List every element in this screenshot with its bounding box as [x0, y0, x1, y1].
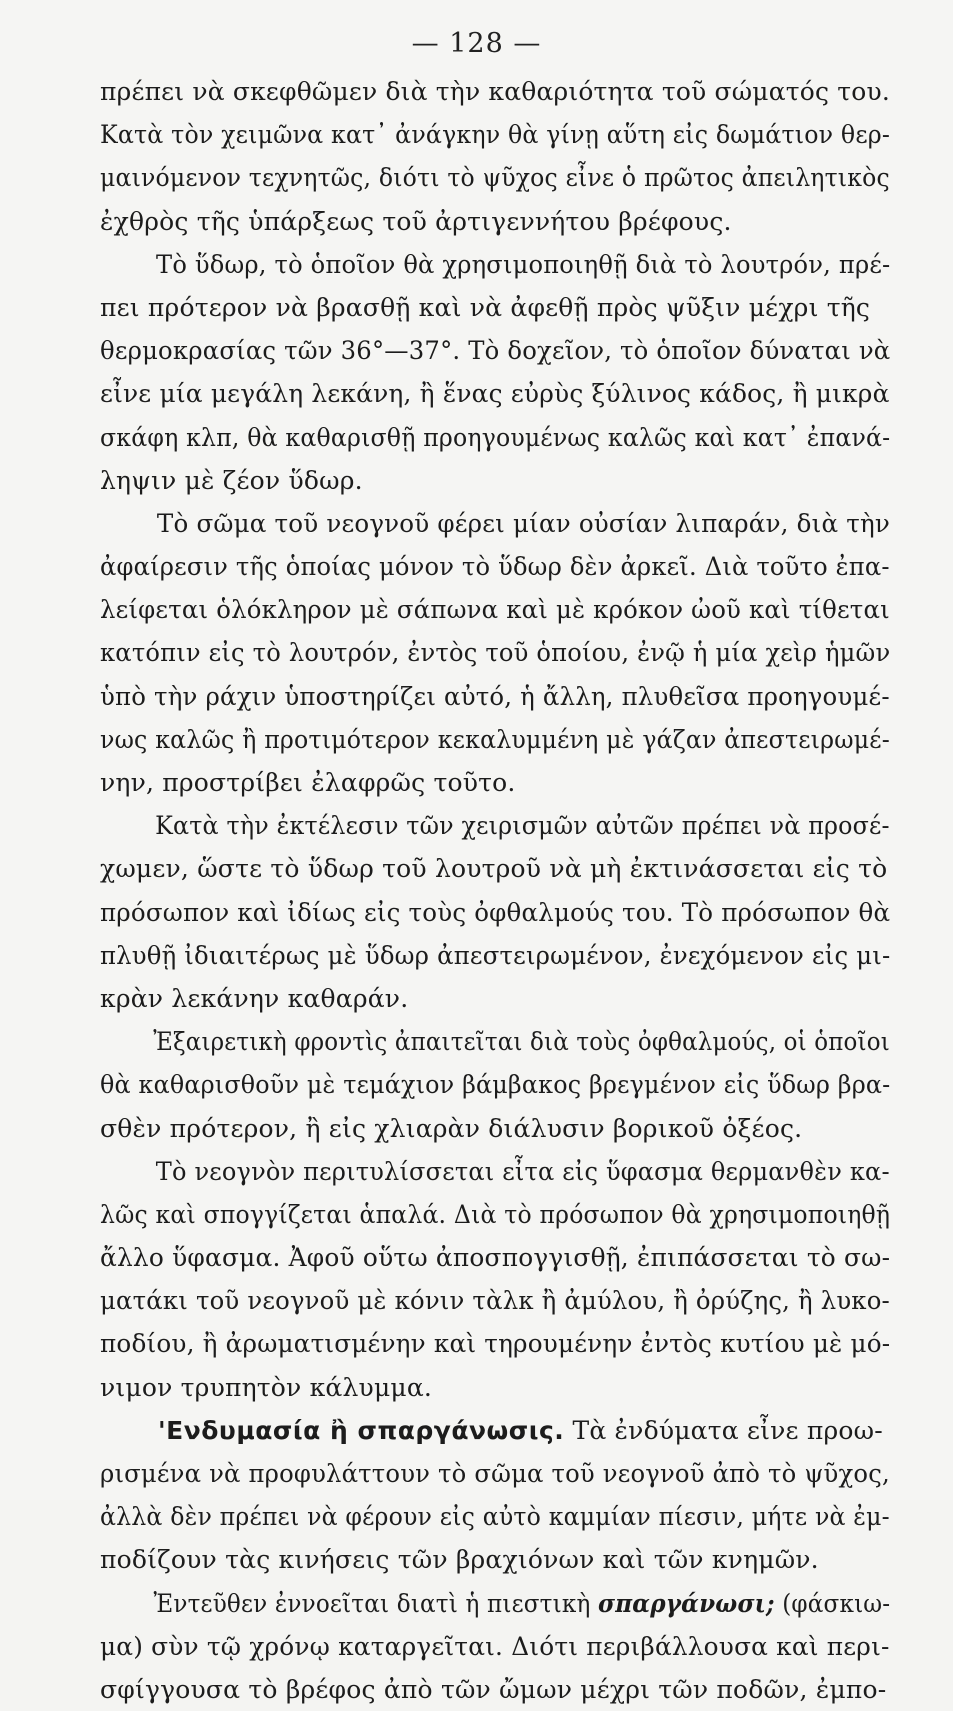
text-line: ποδίζουν τὰς κινήσεις τῶν βραχιόνων καὶ τῶν κνημῶν. — [100, 1545, 819, 1575]
text-line: θερμοκρασίας τῶν 36°—37°. Τὸ δοχεῖον, τὸ ὁποῖον δύναται νὰ — [100, 336, 891, 366]
emphasis-word: σπαργάνωσι; — [598, 1588, 775, 1618]
text-line: ματάκι τοῦ νεογνοῦ μὲ κόνιν τὰλκ ἢ ἀμύλου, ἢ ὀρύζης, ἢ λυκο- — [100, 1286, 890, 1316]
text-line: κρὰν λεκάνην καθαράν. — [100, 983, 409, 1013]
text-run: Ἐντεῦθεν ἐννοεῖται διατὶ ἡ πιεστικὴ — [153, 1588, 591, 1618]
text-line: Τὸ ὕδωρ, τὸ ὁποῖον θὰ χρησιμοποιηθῇ διὰ τὸ λουτρόν, πρέ- — [156, 249, 891, 279]
text-line: ἐχθρὸς τῆς ὑπάρξεως τοῦ ἀρτιγεννήτου βρέφους. — [100, 206, 732, 236]
text-line: εἶνε μία μεγάλη λεκάνη, ἢ ἕνας εὐρὺς ξύλινος κάδος, ἢ μικρὰ — [100, 379, 890, 409]
text-line: πρέπει νὰ σκεφθῶμεν διὰ τὴν καθαριότητα τοῦ σώματός του. — [100, 77, 890, 106]
section-heading: 'Ενδυμασία ἢ σπαργάνωσις. — [158, 1415, 565, 1445]
text-line: πει πρότερον νὰ βρασθῇ καὶ νὰ ἀφεθῇ πρὸς ψῦξιν μέχρι τῆς — [100, 292, 871, 322]
text-line: Τὸ σῶμα τοῦ νεογνοῦ φέρει μίαν οὐσίαν λιπαράν, διὰ τὴν — [156, 508, 890, 538]
text-line: ρισμένα νὰ προφυλάττουν τὸ σῶμα τοῦ νεογνοῦ ἀπὸ τὸ ψῦχος, — [100, 1459, 890, 1488]
section-heading-line — [100, 1409, 890, 1452]
text-line: Κατὰ τὸν χειμῶνα κατ᾽ ἀνάγκην θὰ γίνῃ αὕτη εἰς δωμάτιον θερ- — [100, 120, 891, 150]
page-number: — 128 — — [411, 28, 542, 59]
text-line: σφίγγουσα τὸ βρέφος ἀπὸ τῶν ὤμων μέχρι τῶν ποδῶν, ἐμπο- — [100, 1674, 887, 1704]
text-line: μα) σὺν τῷ χρόνῳ καταργεῖται. Διότι περιβάλλουσα καὶ περι- — [100, 1631, 890, 1661]
text-line: νως καλῶς ἢ προτιμότερον κεκαλυμμένη μὲ γάζαν ἀπεστειρωμέ- — [100, 724, 890, 754]
text-line: πρόσωπον καὶ ἰδίως εἰς τοὺς ὀφθαλμούς του. Τὸ πρόσωπον θὰ — [100, 897, 891, 927]
text-line: ὑπὸ τὴν ράχιν ὑποστηρίζει αὐτό, ἡ ἄλλη, πλυθεῖσα προηγουμέ- — [100, 681, 890, 711]
text-line: σκάφη κλπ, θὰ καθαρισθῇ προηγουμένως καλῶς καὶ κατ᾽ ἐπανά- — [100, 422, 891, 452]
text-line: ἀφαίρεσιν τῆς ὁποίας μόνον τὸ ὕδωρ δὲν ἀρκεῖ. Διὰ τοῦτο ἐπα- — [100, 552, 890, 582]
text-line: μαινόμενον τεχνητῶς, διότι τὸ ψῦχος εἶνε ὁ πρῶτος ἀπειλητικὸς — [100, 163, 890, 193]
text-line: πλυθῇ ἰδιαιτέρως μὲ ὕδωρ ἀπεστειρωμένον, ἐνεχόμενον εἰς μι- — [100, 940, 891, 970]
text-line: κατόπιν εἰς τὸ λουτρόν, ἐντὸς τοῦ ὁποίου, ἐνῷ ἡ μία χεὶρ ἡμῶν — [100, 638, 891, 668]
text-line: ποδίου, ἢ ἀρωματισμένην καὶ τηρουμένην ἐντὸς κυτίου μὲ μό- — [100, 1329, 891, 1359]
text-line: νιμον τρυπητὸν κάλυμμα. — [100, 1372, 433, 1402]
text-line: λῶς καὶ σπογγίζεται ἁπαλά. Διὰ τὸ πρόσωπον θὰ χρησιμοποιηθῇ — [100, 1199, 891, 1229]
text-line: λείφεται ὁλόκληρον μὲ σάπωνα καὶ μὲ κρόκον ὠοῦ καὶ τίθεται — [100, 595, 890, 625]
text-line: Ἐξαιρετικὴ φροντὶς ἀπαιτεῖται διὰ τοὺς ὀφθαλμούς, οἱ ὁποῖοι — [153, 1027, 890, 1057]
text-line: ληψιν μὲ ζέον ὕδωρ. — [100, 465, 363, 495]
text-run: Τὰ ἐνδύματα εἶνε προω- — [572, 1415, 883, 1445]
text-line: σθὲν πρότερον, ἢ εἰς χλιαρὰν διάλυσιν βορικοῦ ὀξέος. — [100, 1113, 803, 1143]
text-line: χωμεν, ὥστε τὸ ὕδωρ τοῦ λουτροῦ νὰ μὴ ἐκτινάσσεται εἰς τὸ — [100, 854, 888, 884]
text-line-with-emphasis — [100, 1582, 891, 1625]
text-line: ἄλλο ὕφασμα. Ἀφοῦ οὕτω ἀποσπογγισθῇ, ἐπιπάσσεται τὸ σω- — [100, 1243, 891, 1273]
text-line: Κατὰ τὴν ἐκτέλεσιν τῶν χειρισμῶν αὐτῶν πρέπει νὰ προσέ- — [155, 811, 890, 841]
text-run: (φάσκιω- — [782, 1588, 891, 1618]
text-line: ἀλλὰ δὲν πρέπει νὰ φέρουν εἰς αὐτὸ καμμίαν πίεσιν, μήτε νὰ ἐμ- — [100, 1502, 890, 1532]
text-line: Τὸ νεογνὸν περιτυλίσσεται εἶτα εἰς ὕφασμα θερμανθὲν κα- — [155, 1156, 890, 1186]
body-text — [100, 70, 890, 1711]
text-line: θὰ καθαρισθοῦν μὲ τεμάχιον βάμβακος βρεγμένον εἰς ὕδωρ βρα- — [100, 1070, 891, 1100]
text-line: νην, προστρίβει ἐλαφρῶς τοῦτο. — [100, 768, 516, 797]
